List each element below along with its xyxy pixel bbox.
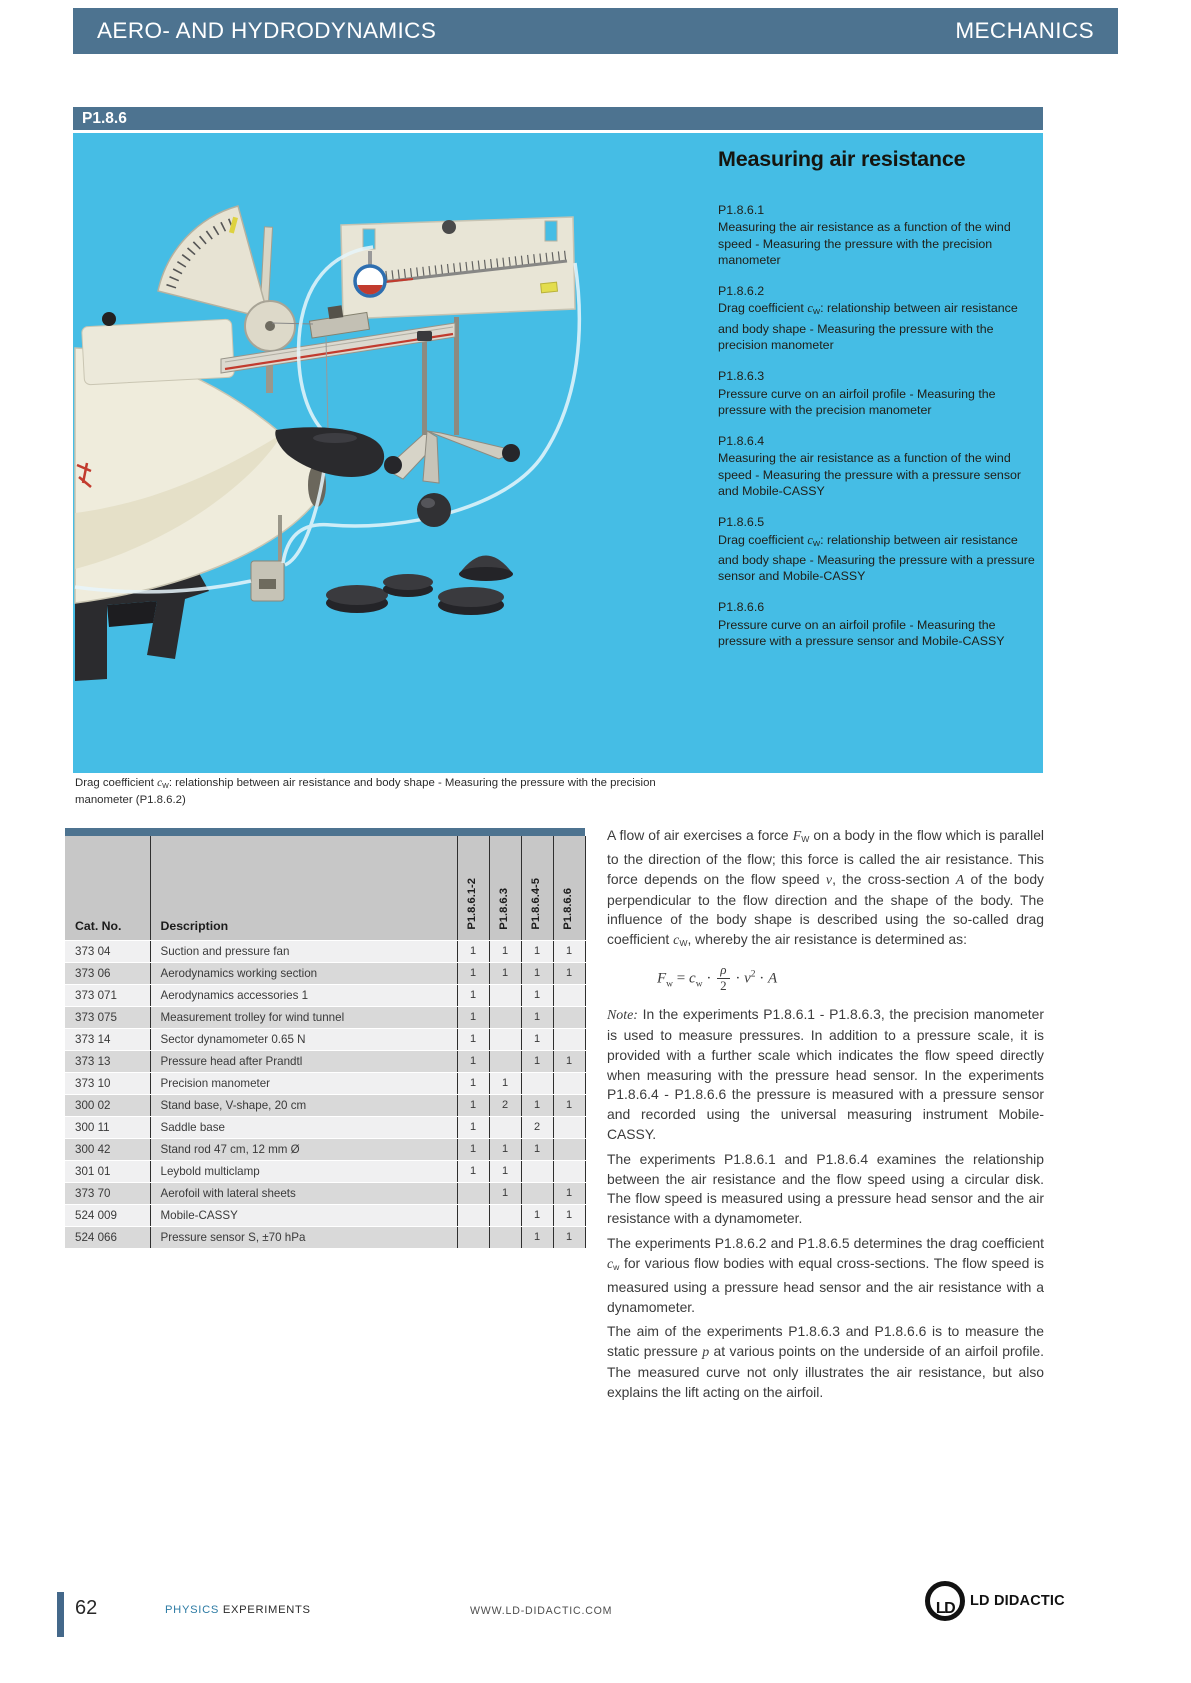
experiment-code: P1.8.6.5 (718, 515, 765, 530)
experiment-desc: Pressure curve on an airfoil profile - Measuring the pressure with a pressure sensor and Mobile-CASSY (718, 617, 1005, 649)
footer-brand (165, 1604, 311, 1616)
experiment-desc: Drag coefficient $c_W$: relationship between air resistance and body shape - Measuring the pressure with a pressure sensor and Mobile-CASSY (718, 532, 1035, 584)
table-row (65, 1160, 585, 1182)
qty-cell (553, 1006, 585, 1028)
qty-cell: 1 (457, 1094, 489, 1116)
table-row (65, 962, 585, 984)
qty-cell: 2 (489, 1094, 521, 1116)
qty-cell: 1 (521, 1028, 553, 1050)
experiment-code: P1.8.6.3 (718, 369, 765, 384)
table-header-row (65, 836, 585, 940)
experiment-item (718, 283, 1036, 353)
cat-no-cell: 300 42 (65, 1138, 150, 1160)
description-cell: Sector dynamometer 0.65 N (150, 1028, 457, 1050)
qty-cell (489, 1226, 521, 1248)
qty-cell (489, 984, 521, 1006)
qty-cell: 1 (553, 962, 585, 984)
description-cell: Stand rod 47 cm, 12 mm Ø (150, 1138, 457, 1160)
col-header-p18645: P1.8.6.4-5 (521, 836, 553, 940)
cat-no-cell: 373 071 (65, 984, 150, 1006)
cat-no-cell: 373 04 (65, 940, 150, 962)
qty-cell (489, 1116, 521, 1138)
qty-cell (553, 1138, 585, 1160)
footer-url: WWW.LD-DIDACTIC.COM (470, 1605, 613, 1617)
paragraph-note: Note: In the experiments P1.8.6.1 - P1.8.6.3, the precision manometer is used to measure pressures. In addition to a pressure scale, it is provided with a further scale which indicates the flow speed directly when measuring with the pressure head sensor. In the experiments P1.8.6.4 - P1.8.6.6 the pressure is measured with a pressure sensor and recorded using the universal measuring instrument Mobile-CASSY. (607, 1006, 1044, 1143)
description-cell: Suction and pressure fan (150, 940, 457, 962)
experiment-item (718, 368, 1036, 418)
description-cell: Aerodynamics working section (150, 962, 457, 984)
cat-no-cell: 373 06 (65, 962, 150, 984)
table-row (65, 1138, 585, 1160)
ld-didactic-logo (925, 1581, 1065, 1621)
sphere-body (417, 493, 451, 527)
cat-no-cell: 373 70 (65, 1182, 150, 1204)
panel-text (718, 147, 1036, 664)
qty-cell: 1 (457, 1072, 489, 1094)
panel-title: Measuring air resistance (718, 147, 966, 171)
paragraph-intro: A flow of air exercises a force $F_W$ on a body in the flow which is parallel to the direction of the flow; this force is called the air resistance. This force depends on the flow speed v, the cross-section A of the body perpendicular to the flow direction and the shape of the body. The influence of the body shape is described using the so-called drag coefficient $c_W$, whereby the air resistance is determined as: (607, 827, 1045, 949)
cat-no-cell: 300 11 (65, 1116, 150, 1138)
description-cell: Aerodynamics accessories 1 (150, 984, 457, 1006)
qty-cell: 1 (457, 1116, 489, 1138)
qty-cell: 1 (553, 940, 585, 962)
table-row (65, 1204, 585, 1226)
description-cell: Saddle base (150, 1116, 457, 1138)
qty-cell (489, 1006, 521, 1028)
cat-no-cell: 373 075 (65, 1006, 150, 1028)
cat-no-cell: 373 14 (65, 1028, 150, 1050)
qty-cell: 1 (553, 1094, 585, 1116)
table-row (65, 1028, 585, 1050)
qty-cell (489, 1050, 521, 1072)
experiment-item (718, 514, 1036, 584)
experiment-panel (73, 133, 1043, 773)
brand-physics: PHYSICS (165, 1604, 220, 1616)
qty-cell (521, 1182, 553, 1204)
cat-no-cell: 373 13 (65, 1050, 150, 1072)
col-header-cat: Cat. No. (65, 836, 150, 940)
paragraph-exp25: The experiments P1.8.6.2 and P1.8.6.5 determines the drag coefficient $c_w$ for various flow bodies with equal cross-sections. The flow speed is measured using a pressure head sensor and the air resistance with a dynamometer. (607, 1235, 1044, 1315)
experiment-code: P1.8.6.2 (718, 284, 765, 299)
qty-cell (457, 1226, 489, 1248)
qty-cell (457, 1182, 489, 1204)
description-cell: Mobile-CASSY (150, 1204, 457, 1226)
qty-cell (553, 984, 585, 1006)
cat-no-cell: 524 009 (65, 1204, 150, 1226)
qty-cell: 1 (489, 1138, 521, 1160)
fraction-rho-over-2: $\frac{\rho}{2}$ (717, 963, 730, 993)
ld-logo-icon: LD (925, 1581, 965, 1621)
qty-cell: 1 (457, 1050, 489, 1072)
qty-cell (521, 1160, 553, 1182)
qty-cell: 1 (457, 940, 489, 962)
experiment-item (718, 202, 1036, 268)
table-row (65, 1006, 585, 1028)
photo-caption: Drag coefficient $c_W$: relationship between air resistance and body shape - Measuring the pressure with the precision manometer (P1.8.6.2) (75, 777, 656, 806)
section-code-bar (73, 107, 1043, 130)
table-row (65, 1226, 585, 1248)
qty-cell: 1 (553, 1226, 585, 1248)
qty-cell: 1 (521, 984, 553, 1006)
qty-cell (489, 1028, 521, 1050)
air-resistance-formula: $F_w = c_w$ · $\frac{\rho}{2}$ · $v^2 \cdot A$ (657, 962, 778, 993)
experiment-code: P1.8.6.4 (718, 434, 765, 449)
qty-cell: 1 (457, 1028, 489, 1050)
qty-cell: 1 (489, 1160, 521, 1182)
qty-cell: 1 (521, 962, 553, 984)
qty-cell: 1 (457, 1138, 489, 1160)
description-cell: Precision manometer (150, 1072, 457, 1094)
table-row (65, 1094, 585, 1116)
qty-cell: 1 (457, 1006, 489, 1028)
experiment-item (718, 599, 1036, 649)
experiment-desc: Drag coefficient $c_W$: relationship between air resistance and body shape - Measuring the pressure with the precision manometer (718, 301, 1018, 352)
cat-no-cell: 301 01 (65, 1160, 150, 1182)
experiment-desc: Pressure curve on an airfoil profile - Measuring the pressure with the precision manometer (718, 386, 996, 417)
equipment-table (65, 836, 586, 1249)
brand-experiments: EXPERIMENTS (219, 1604, 311, 1616)
qty-cell: 1 (489, 940, 521, 962)
qty-cell: 1 (521, 1138, 553, 1160)
col-header-p1863: P1.8.6.3 (489, 836, 521, 940)
stand-base-v (384, 431, 520, 483)
qty-cell: 1 (457, 962, 489, 984)
qty-cell: 1 (489, 1182, 521, 1204)
table-row (65, 1182, 585, 1204)
paragraph-exp36: The aim of the experiments P1.8.6.3 and P1.8.6.6 is to measure the static pressure p at various points on the underside of an airfoil profile. The measured curve not only illustrates the air resistance, but also explains the lift acting on the airfoil. (607, 1323, 1045, 1400)
experiment-desc: Measuring the air resistance as a function of the wind speed - Measuring the pressure with a pressure sensor and Mobile-CASSY (718, 451, 1022, 499)
qty-cell (521, 1072, 553, 1094)
cat-no-cell: 524 066 (65, 1226, 150, 1248)
description-cell: Pressure sensor S, ±70 hPa (150, 1226, 457, 1248)
qty-cell: 1 (489, 1072, 521, 1094)
qty-cell: 1 (553, 1050, 585, 1072)
qty-cell (553, 1072, 585, 1094)
qty-cell: 1 (521, 1094, 553, 1116)
precision-manometer (341, 217, 575, 319)
footer-accent-bar (57, 1592, 64, 1637)
description-cell: Leybold multiclamp (150, 1160, 457, 1182)
article-text (607, 826, 1044, 1408)
col-header-p1866: P1.8.6.6 (553, 836, 585, 940)
qty-cell: 1 (457, 1160, 489, 1182)
table-top-bar (65, 828, 585, 836)
description-cell: Stand base, V-shape, 20 cm (150, 1094, 457, 1116)
col-header-desc: Description (150, 836, 457, 940)
setup-photo (73, 133, 721, 773)
table-row (65, 1116, 585, 1138)
qty-cell: 1 (457, 984, 489, 1006)
qty-cell: 1 (521, 940, 553, 962)
qty-cell (553, 1160, 585, 1182)
description-cell: Aerofoil with lateral sheets (150, 1182, 457, 1204)
description-cell: Measurement trolley for wind tunnel (150, 1006, 457, 1028)
header-right-title: MECHANICS (955, 18, 1094, 43)
cat-no-cell: 373 10 (65, 1072, 150, 1094)
qty-cell: 1 (553, 1182, 585, 1204)
stand-rod (422, 335, 427, 435)
qty-cell: 1 (521, 1006, 553, 1028)
qty-cell: 1 (521, 1050, 553, 1072)
qty-cell: 1 (521, 1226, 553, 1248)
table-row (65, 1050, 585, 1072)
experiment-item (718, 433, 1036, 499)
table-row (65, 940, 585, 962)
qty-cell: 1 (553, 1204, 585, 1226)
header-bar (73, 8, 1118, 54)
section-code: P1.8.6 (82, 110, 127, 127)
qty-cell: 1 (489, 962, 521, 984)
qty-cell (553, 1028, 585, 1050)
ld-logo-text: LD DIDACTIC (970, 1593, 1065, 1609)
experiment-code: P1.8.6.6 (718, 600, 765, 615)
experiment-desc: Measuring the air resistance as a function of the wind speed - Measuring the pressure with the precision manometer (718, 220, 1011, 267)
qty-cell (553, 1116, 585, 1138)
qty-cell (489, 1204, 521, 1226)
qty-cell (457, 1204, 489, 1226)
experiment-code: P1.8.6.1 (718, 203, 765, 217)
manometer-bulb (355, 266, 385, 296)
qty-cell: 1 (521, 1204, 553, 1226)
table-row (65, 1072, 585, 1094)
cat-no-cell: 300 02 (65, 1094, 150, 1116)
table-row (65, 984, 585, 1006)
page-number: 62 (75, 1597, 98, 1619)
qty-cell: 2 (521, 1116, 553, 1138)
paragraph-exp14: The experiments P1.8.6.1 and P1.8.6.4 examines the relationship between the air resistance and the flow speed using a circular disk. The flow speed is measured using a pressure head sensor and the air resistance with a dynamometer. (607, 1150, 1044, 1227)
header-left-title: AERO- AND HYDRODYNAMICS (97, 18, 437, 43)
col-header-p18612: P1.8.6.1-2 (457, 836, 489, 940)
description-cell: Pressure head after Prandtl (150, 1050, 457, 1072)
